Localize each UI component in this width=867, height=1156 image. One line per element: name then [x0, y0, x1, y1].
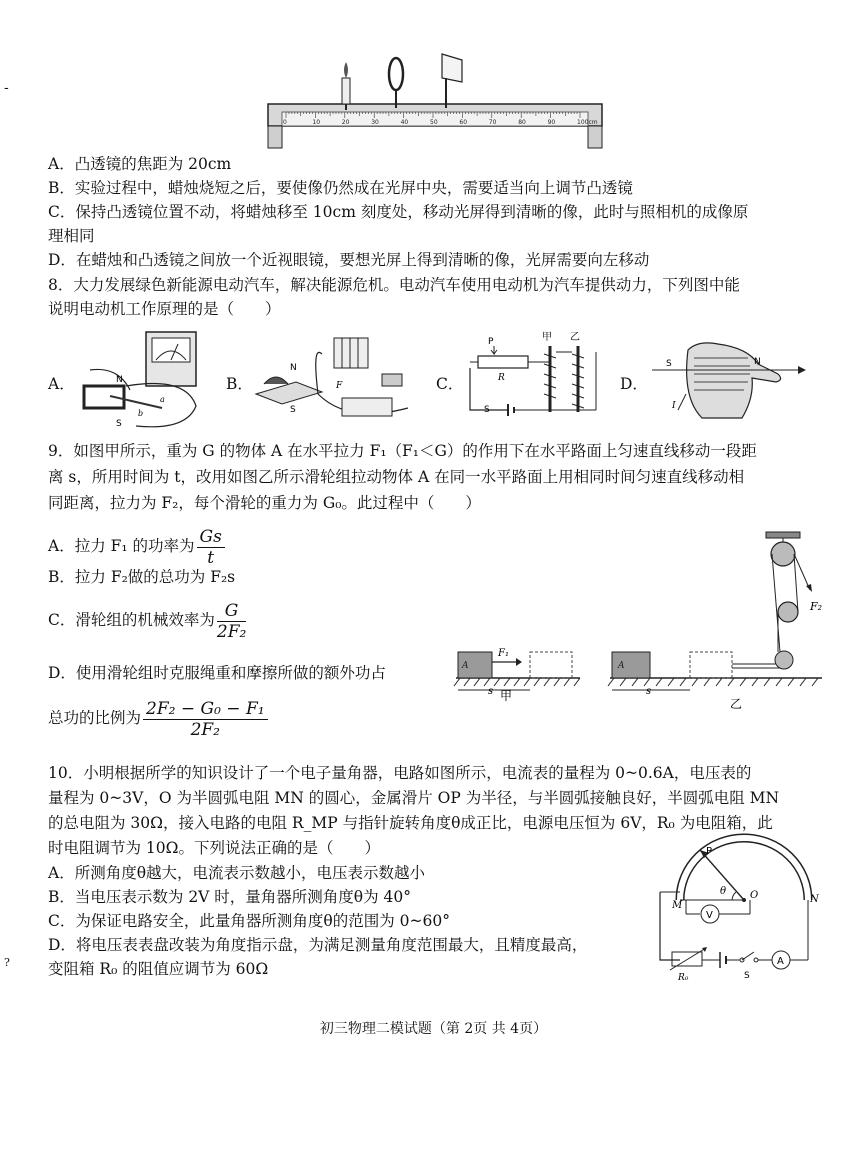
fig-c-yi: 乙	[570, 332, 580, 343]
q8-option-c-label: C．	[436, 375, 464, 393]
q9-option-d-cont	[48, 696, 270, 740]
q10-fig-theta: θ	[720, 886, 727, 897]
q9-option-a-den: t	[207, 547, 215, 568]
q9-option-a-fraction	[197, 527, 225, 568]
q9-fig-f1: F₁	[498, 648, 509, 659]
q8-figure-a	[70, 330, 210, 430]
q10-fig-p: P	[706, 846, 713, 857]
q7-option-a: A．凸透镜的焦距为 20cm	[48, 155, 232, 173]
fig-a-n: N	[116, 375, 123, 385]
q8-figure-b	[250, 334, 415, 429]
q10-option-c: C．为保证电路安全，此量角器所测角度θ的范围为 0~60°	[48, 912, 450, 930]
q9-fig-a1: A	[462, 661, 469, 671]
q8-figure-c	[458, 332, 608, 424]
q9-option-d-text: 总功的比例为	[48, 709, 142, 727]
q10-fig-m: M	[672, 900, 683, 911]
q9-option-a	[48, 524, 227, 568]
fig-c-jia: 甲	[542, 332, 552, 343]
q10-fig-a: A	[777, 956, 784, 967]
q9-option-b: B．拉力 F₂做的总功为 F₂s	[48, 568, 236, 586]
fig-b-f: F	[336, 381, 343, 391]
q8-option-b-label: B．	[226, 375, 253, 393]
q10-stem-line4: 时电阻调节为 10Ω。下列说法正确的是（ ）	[48, 839, 381, 857]
q7-option-d: D．在蜡烛和凸透镜之间放一个近视眼镜，要想光屏上得到清晰的像，光屏需要向左移动	[48, 251, 650, 269]
ruler-tick-label: 60	[459, 119, 468, 126]
q9-fig-a2: A	[618, 661, 625, 671]
fig-b-n: N	[290, 363, 297, 373]
ruler-tick-label: 10	[312, 119, 321, 126]
fig-c-s: S	[484, 405, 490, 415]
q9-fig-s1: s	[488, 686, 494, 697]
ruler-tick-label: 20	[341, 119, 350, 126]
fig-c-r: R	[498, 373, 505, 383]
fig-c-p: P	[488, 337, 494, 347]
q9-stem-line2: 离 s，所用时间为 t，改用如图乙所示滑轮组拉动物体 A 在同一水平路面上用相同时间匀速直线移动相	[48, 468, 745, 486]
q10-fig-n: N	[810, 894, 819, 905]
q10-option-d-cont: 变阻箱 R₀ 的阻值应调节为 60Ω	[48, 960, 269, 978]
margin-mark: ?	[4, 956, 10, 969]
q10-option-b: B．当电压表示数为 2V 时，量角器所测角度θ为 40°	[48, 888, 412, 906]
ruler-tick-label: 90	[547, 119, 556, 126]
q8-option-d-label: D．	[620, 375, 648, 393]
ruler-tick-label: 80	[518, 119, 526, 126]
q7-option-c-cont: 理相同	[48, 227, 95, 245]
fig-d-s: S	[666, 359, 672, 369]
q9-option-c-den: 2F₂	[216, 621, 247, 642]
q9-option-a-num: Gs	[197, 527, 225, 548]
q9-stem-line1: 9．如图甲所示，重为 G 的物体 A 在水平拉力 F₁（F₁＜G）的作用下在水平路面上匀速直线移动一段距	[48, 442, 757, 460]
q9-stem-line3: 同距离，拉力为 F₂，每个滑轮的重力为 G₀。此过程中（ ）	[48, 494, 481, 512]
q8-figure-d	[648, 338, 808, 428]
q8-stem-line1: 8．大力发展绿色新能源电动汽车，解决能源危机。电动汽车使用电动机为汽车提供动力，下列图中能	[48, 276, 740, 294]
q7-option-b: B．实验过程中，蜡烛烧短之后，要使像仍然成在光屏中央，需要适当向上调节凸透镜	[48, 179, 633, 197]
q9-option-c	[48, 598, 248, 642]
margin-dash: -	[4, 80, 9, 96]
q9-option-c-fraction	[217, 601, 246, 642]
ruler-tick-label: 100cm	[577, 119, 598, 126]
q10-fig-v: V	[706, 910, 713, 921]
q10-protractor-circuit	[640, 838, 830, 988]
fig-b-s: S	[290, 405, 296, 415]
q10-option-a: A．所测角度θ越大，电流表示数越小，电压表示数越小	[48, 864, 426, 882]
fig-d-i: I	[672, 401, 676, 411]
q9-option-d-num: 2F₂ − G₀ − F₁	[143, 699, 268, 720]
q9-fig-jia: 甲	[500, 689, 513, 703]
q10-fig-o: O	[750, 890, 759, 901]
q9-option-d-den: 2F₂	[190, 719, 220, 740]
q9-pulley-figure	[450, 528, 835, 714]
q10-stem-line3: 的总电阻为 30Ω，接入电路的电阻 R_MP 与指针旋转角度θ成正比，电源电压恒为 6V，R₀ 为电阻箱，此	[48, 814, 773, 832]
q9-option-c-num: G	[217, 601, 246, 622]
q10-stem-line2: 量程为 0~3V，O 为半圆弧电阻 MN 的圆心，金属滑片 OP 为半径，与半圆弧接触良好，半圆弧电阻 MN	[48, 789, 780, 807]
ruler-tick-label: 30	[371, 119, 379, 126]
page-footer: 初三物理二模试题（第 2页 共 4页）	[319, 1021, 548, 1037]
q9-option-d: D．使用滑轮组时克服绳重和摩擦所做的额外功占	[48, 664, 386, 682]
fig-a-a: a	[160, 395, 165, 404]
q10-stem-line1: 10．小明根据所学的知识设计了一个电子量角器，电路如图所示，电流表的量程为 0~0.6A，电压表的	[48, 764, 752, 782]
q9-fig-f2: F₂	[810, 600, 823, 613]
q9-option-d-fraction	[143, 699, 268, 740]
optical-bench-figure	[262, 52, 607, 152]
q8-stem-line2: 说明电动机工作原理的是（ ）	[48, 300, 281, 318]
q9-fig-yi: 乙	[730, 697, 743, 711]
q8-option-a-label: A．	[48, 375, 75, 393]
fig-d-n: N	[754, 357, 761, 367]
ruler-tick-label: 50	[430, 119, 438, 126]
q9-fig-s2: s	[646, 686, 652, 697]
q9-option-a-text: A．拉力 F₁ 的功率为	[48, 537, 195, 555]
q10-fig-s: S	[744, 971, 750, 981]
ruler-tick-label: 0	[283, 119, 287, 126]
fig-a-b: b	[138, 409, 144, 418]
ruler-tick-label: 40	[400, 119, 409, 126]
q7-option-c: C．保持凸透镜位置不动，将蜡烛移至 10cm 刻度处，移动光屏得到清晰的像，此时与照相机的成像原	[48, 203, 749, 221]
ruler-tick-label: 70	[488, 119, 497, 126]
q9-option-c-text: C．滑轮组的机械效率为	[48, 611, 215, 629]
q10-fig-r0: R₀	[678, 973, 689, 983]
q10-option-d: D．将电压表表盘改装为角度指示盘，为满足测量角度范围最大，且精度最高，	[48, 936, 588, 954]
fig-a-s: S	[116, 419, 122, 429]
